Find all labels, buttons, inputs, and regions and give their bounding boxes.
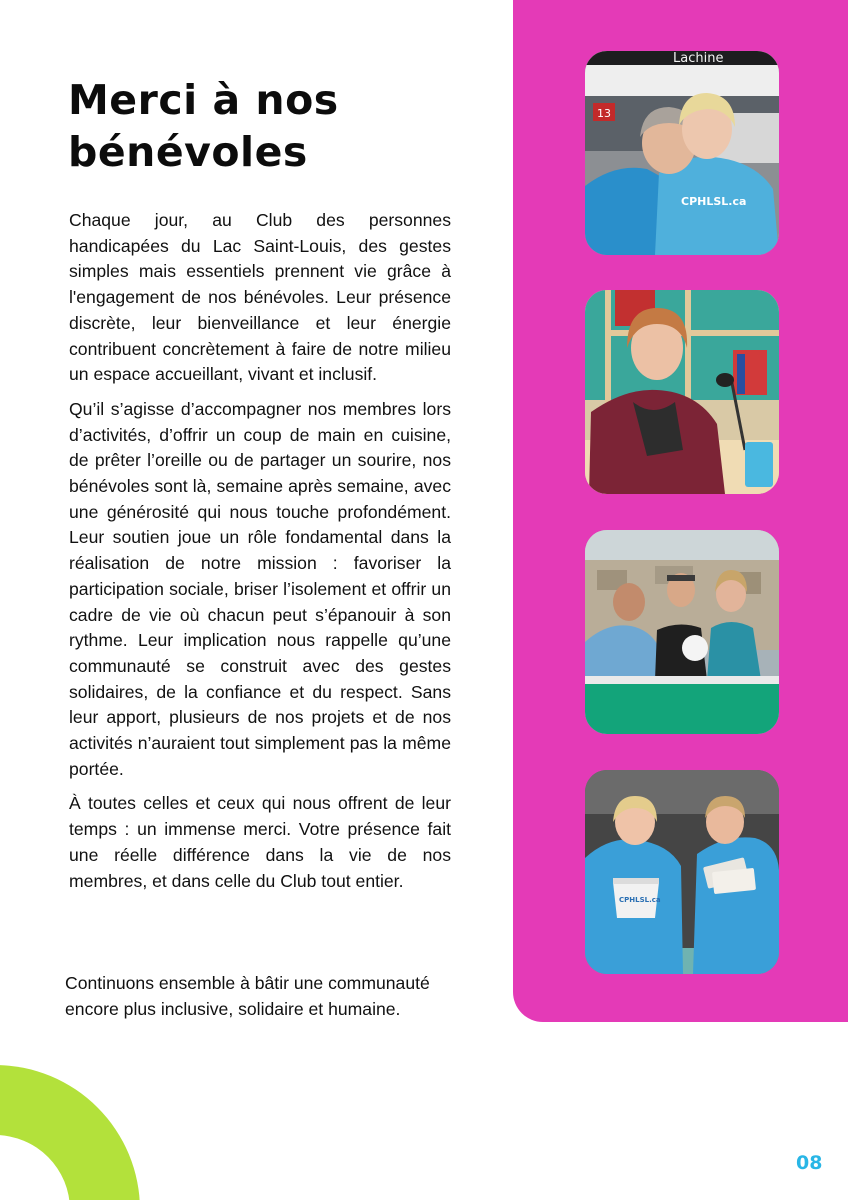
photo-volunteers-outdoor bbox=[585, 530, 779, 734]
counter-number: 13 bbox=[597, 107, 611, 120]
photo-volunteers-tickets bbox=[585, 770, 779, 974]
shirt-text: CPHLSL.ca bbox=[681, 195, 747, 208]
paragraph-mission: Qu’il s’agisse d’accompagner nos membres lors d’activités, d’offrir un coup de main en cuisine, de prêter l’oreille ou de partager un sourire, nos bénévoles sont là, semaine après semaine, avec une générosité qui nous touche profondément. Leur soutien joue un rôle fondamental dans la réalisation de notre mission : favoriser la participation sociale, briser l’isolement et offrir un cadre de vie où chacun peut s’épanouir à son rythme. Leur implication nous rappelle qu’une communauté se construit avec des gestes solidaires, de la confiance et du respect. Sans leur apport, plusieurs de nos projets et de nos activités n’auraient tout simplement pas la même portée. bbox=[69, 398, 451, 779]
closing-statement: Continuons ensemble à bâtir une communauté encore plus inclusive, solidaire et humaine. bbox=[65, 973, 430, 1019]
bucket-text: CPHLSL.ca bbox=[619, 896, 661, 904]
page-title: Merci à nos bénévoles bbox=[68, 76, 339, 176]
page-number: 08 bbox=[796, 1152, 823, 1174]
paragraph-intro: Chaque jour, au Club des personnes handicapées du Lac Saint-Louis, des gestes simples mais essentiels prennent vie grâce à l'engagement de nos bénévoles. Leur présence discrète, leur bienveillance et leur énergie contribuent concrètement à faire de notre milieu un espace accueillant, vivant et inclusif. bbox=[69, 210, 451, 385]
photo-volunteers-hug bbox=[585, 51, 779, 255]
photo-volunteer-microphone bbox=[585, 290, 779, 494]
green-arc-decoration bbox=[0, 1065, 140, 1200]
body-text bbox=[69, 208, 451, 903]
sign-text: Lachine bbox=[673, 51, 724, 66]
paragraph-thanks: À toutes celles et ceux qui nous offrent de leur temps : un immense merci. Votre présence fait une réelle différence dans la vie de nos membres, et dans celle du Club tout entier. bbox=[69, 793, 451, 891]
